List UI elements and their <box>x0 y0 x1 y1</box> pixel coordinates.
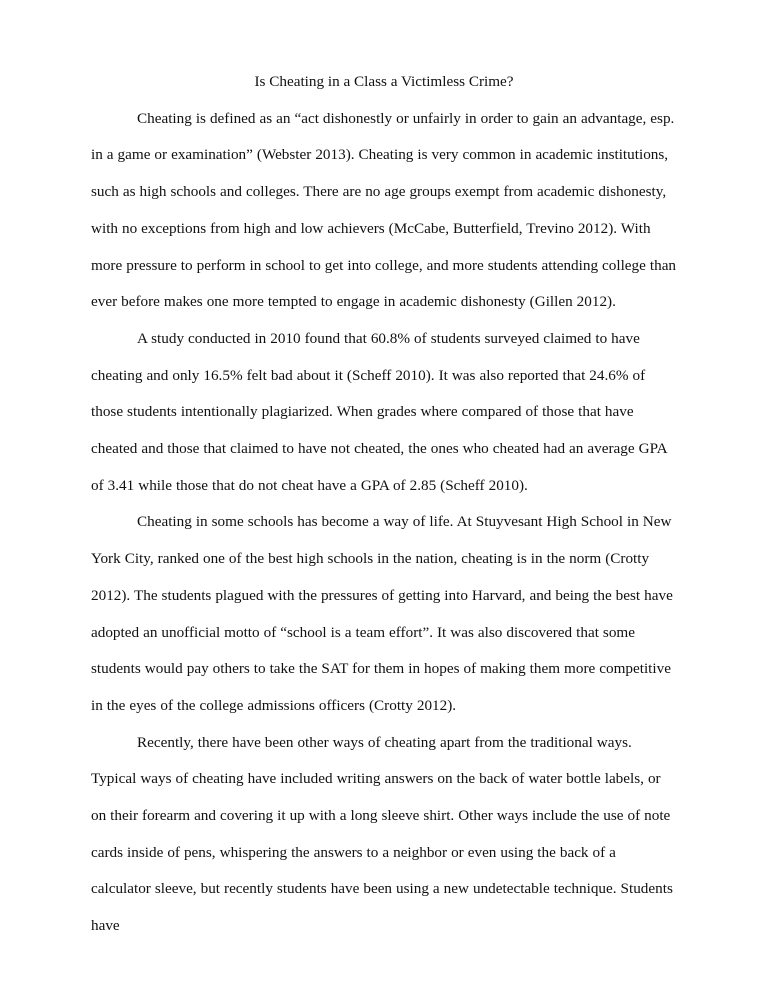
paragraph-2010-study: A study conducted in 2010 found that 60.8% of students surveyed claimed to have cheating and only 16.5% felt bad about it (Scheff 2010). It was also reported that 24.6% of those students intentionally plagiarized. When grades where compared of those that have cheated and those that claimed to have not cheated, the ones who cheated had an average GPA of 3.41 while those that do not cheat have a GPA of 2.85 (Scheff 2010). <box>91 329 667 494</box>
document-title: Is Cheating in a Class a Victimless Crime? <box>254 73 514 90</box>
paragraph-cheating-methods: Recently, there have been other ways of cheating apart from the traditional ways. Typical ways of cheating have included writing answers on the back of water bottle labels, or on their forearm and covering it up with a long sleeve shirt. Other ways include the use of note cards inside of pens, whispering the answers to a neighbor or even using the back of a calculator sleeve, but recently students have been using a new undetectable technique. Students have <box>91 733 673 935</box>
paragraph-cheating-definition: Cheating is defined as an “act dishonestly or unfairly in order to gain an advantage, esp. in a game or examination” (Webster 2013). Cheating is very common in academic institutions, such as high schools and colleges. There are no age groups exempt from academic dishonesty, with no exceptions from high and low achievers (McCabe, Butterfield, Trevino 2012). With more pressure to perform in school to get into college, and more students attending college than ever before makes one more tempted to engage in academic dishonesty (Gillen 2012). <box>91 109 677 311</box>
document-body <box>91 64 677 945</box>
paragraph-stuyvesant: Cheating in some schools has become a way of life. At Stuyvesant High School in New York City, ranked one of the best high schools in the nation, cheating is in the norm (Crotty 2012). The students plagued with the pressures of getting into Harvard, and being the best have adopted an unofficial motto of “school is a team effort”. It was also discovered that some students would pay others to take the SAT for them in hopes of making them more competitive in the eyes of the college admissions officers (Crotty 2012). <box>91 513 673 714</box>
